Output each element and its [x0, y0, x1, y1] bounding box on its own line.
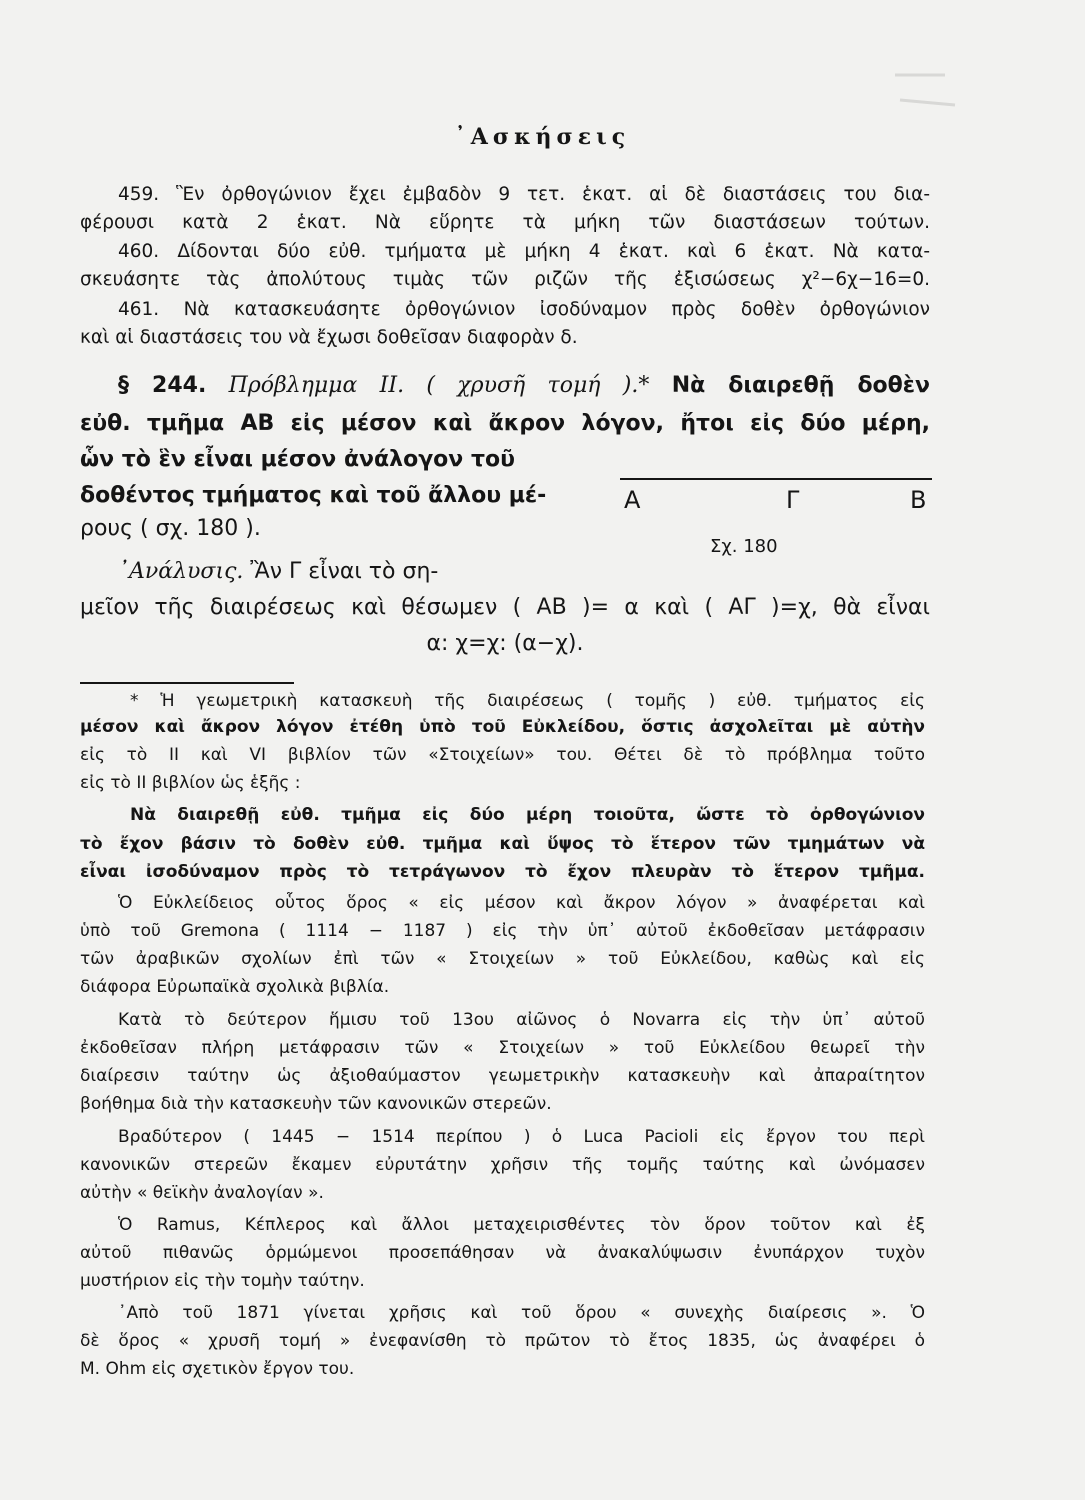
analysis-line-1: [118, 558, 598, 586]
footnote-line: Νὰ διαιρεθῇ εὐθ. τμῆμα εἰς δύο μέρη τοιοῦτα, ὥστε τὸ ὀρθογώνιον: [130, 805, 925, 825]
point-g-label: Γ: [786, 486, 800, 514]
problem-subtitle: ( χρυσῆ τομή ).*: [426, 373, 650, 398]
footnote-line: M. Ohm εἰς σχετικὸν ἔργον του.: [80, 1359, 355, 1379]
analysis-label: ᾿Ανάλυσις.: [118, 559, 244, 584]
exercise-459-line-1: 459. Ἓν ὀρθογώνιον ἔχει ἐμβαδὸν 9 τετ. ἑκατ. αἱ δὲ διαστάσεις του δια-: [118, 184, 930, 205]
exercise-461-line-2: καὶ αἱ διαστάσεις του νὰ ἔχωσι δοθεῖσαν διαφορὰν δ.: [80, 327, 578, 348]
footnote-line: διάφορα Εὐρωπαϊκὰ σχολικὰ βιβλία.: [80, 977, 390, 997]
footnote-line: εἰς τὸ ΙΙ βιβλίον ὡς ἑξῆς :: [80, 773, 301, 793]
problem-label: Πρόβλημμα ΙΙ.: [228, 373, 405, 398]
analysis-line-2: μεῖον τῆς διαιρέσεως καὶ θέσωμεν ( ΑΒ )= α καὶ ( ΑΓ )=χ, θὰ εἶναι: [80, 595, 930, 620]
problem-heading-line-4: δοθέντος τμήματος καὶ τοῦ ἄλλου μέ-: [80, 483, 547, 508]
footnote-line: ὑπὸ τοῦ Gremona ( 1114 − 1187 ) εἰς τὴν ὑπ᾿ αὐτοῦ ἐκδοθεῖσαν μετάφρασιν: [80, 921, 925, 941]
footnote-line: τὸ ἔχον βάσιν τὸ δοθὲν εὐθ. τμῆμα καὶ ὕψος τὸ ἕτερον τῶν τμημάτων νὰ: [80, 834, 925, 854]
problem-heading-line-1: [118, 372, 930, 400]
footnote-line: τῶν ἀραβικῶν σχολίων ἐπὶ τῶν « Στοιχείων » τοῦ Εὐκλείδου, καθὼς καὶ εἰς: [80, 949, 925, 969]
exercise-460-line-2: σκευάσητε τὰς ἀπολύτους τιμὰς τῶν ριζῶν τῆς ἐξισώσεως χ²−6χ−16=0.: [80, 269, 930, 290]
problem-heading-line-2: εὐθ. τμῆμα ΑΒ εἰς μέσον καὶ ἄκρον λόγον, ἤτοι εἰς δύο μέρη,: [80, 411, 930, 436]
problem-heading-line-3: ὧν τὸ ἓν εἶναι μέσον ἀνάλογον τοῦ: [80, 447, 515, 472]
section-number: § 244.: [118, 373, 207, 398]
analysis-formula: α: χ=χ: (α−χ).: [426, 631, 584, 656]
exercise-459-line-2: φέρουσι κατὰ 2 ἑκατ. Νὰ εὕρητε τὰ μήκη τῶν διαστάσεων τούτων.: [80, 212, 930, 233]
footnote-line: ἐκδοθεῖσαν πλήρη μετάφρασιν τῶν « Στοιχείων » τοῦ Εὐκλείδου θεωρεῖ τὴν: [80, 1038, 925, 1058]
analysis-text-start: Ἂν Γ εἶναι τὸ ση-: [250, 559, 439, 584]
bleed-through-page-number: [805, 60, 965, 130]
footnote-line: εἶναι ἰσοδύναμον πρὸς τὸ τετράγωνον τὸ ἔχον πλευρὰν τὸ ἕτερον τμῆμα.: [80, 862, 925, 882]
footnote-line: μέσον καὶ ἄκρον λόγον ἐτέθη ὑπὸ τοῦ Εὐκλείδου, ὅστις ἀσχολεῖται μὲ αὐτὴν: [80, 717, 925, 737]
footnote-line: δὲ ὅρος « χρυσῆ τομή » ἐνεφανίσθη τὸ πρῶτον τὸ ἔτος 1835, ὡς ἀναφέρει ὁ: [80, 1331, 925, 1351]
exercise-460-line-1: 460. Δίδονται δύο εὐθ. τμήματα μὲ μήκη 4 ἑκατ. καὶ 6 ἑκατ. Νὰ κατα-: [118, 241, 930, 262]
point-a-label: Α: [624, 486, 641, 514]
segment-ab: [620, 478, 932, 480]
figure-caption: Σχ. 180: [710, 536, 778, 557]
footnote-line: * Ἡ γεωμετρικὴ κατασκευὴ τῆς διαιρέσεως ( τομῆς ) εὐθ. τμήματος εἰς: [130, 691, 925, 711]
footnote-divider: [80, 682, 294, 684]
footnote-line: εἰς τὸ ΙΙ καὶ VI βιβλίον τῶν «Στοιχείων» του. Θέτει δὲ τὸ πρόβλημα τοῦτο: [80, 745, 925, 765]
footnote-line: ᾿Απὸ τοῦ 1871 γίνεται χρῆσις καὶ τοῦ ὅρου « συνεχὴς διαίρεσις ». Ὁ: [118, 1303, 925, 1323]
figure-180: [620, 460, 932, 570]
footnote-line: Βραδύτερον ( 1445 − 1514 περίπου ) ὁ Luca Pacioli εἰς ἔργον του περὶ: [118, 1127, 925, 1147]
footnote-line: Κατὰ τὸ δεύτερον ἥμισυ τοῦ 13ου αἰῶνος ὁ Novarra εἰς τὴν ὑπ᾿ αὐτοῦ: [118, 1010, 925, 1030]
footnote-line: αὐτὴν « θεϊκὴν ἀναλογίαν ».: [80, 1183, 324, 1203]
footnote-line: κανονικῶν στερεῶν ἔκαμεν εὐρυτάτην χρῆσιν τῆς τομῆς ταύτης καὶ ὠνόμασεν: [80, 1155, 925, 1175]
footnote-line: Ὁ Εὐκλείδειος οὗτος ὅρος « εἰς μέσον καὶ ἄκρον λόγον » ἀναφέρεται καὶ: [118, 893, 925, 913]
footnote-line: μυστήριον εἰς τὴν τομὴν ταύτην.: [80, 1271, 365, 1291]
footnote-line: βοήθημα διὰ τὴν κατασκευὴν τῶν κανονικῶν στερεῶν.: [80, 1094, 552, 1114]
footnote-line: διαίρεσιν ταύτην ὡς ἀξιοθαύμαστον γεωμετρικὴν κατασκευὴν καὶ ἀπαραίτητον: [80, 1066, 925, 1086]
problem-heading-line-5: ρους ( σχ. 180 ).: [80, 516, 261, 541]
section-title: ᾿Ασκήσεις: [454, 124, 631, 150]
footnote-line: Ὁ Ramus, Κέπλερος καὶ ἄλλοι μεταχειρισθέντες τὸν ὅρον τοῦτον καὶ ἐξ: [118, 1215, 925, 1235]
footnote-line: αὐτοῦ πιθανῶς ὁρμώμενοι προσεπάθησαν νὰ ἀνακαλύψωσιν ἐνυπάρχον τυχὸν: [80, 1243, 925, 1263]
exercise-461-line-1: 461. Νὰ κατασκευάσητε ὀρθογώνιον ἰσοδύναμον πρὸς δοθὲν ὀρθογώνιον: [118, 299, 930, 320]
problem-statement-start: Νὰ διαιρεθῇ δοθὲν: [671, 373, 931, 398]
point-b-label: Β: [910, 486, 927, 514]
